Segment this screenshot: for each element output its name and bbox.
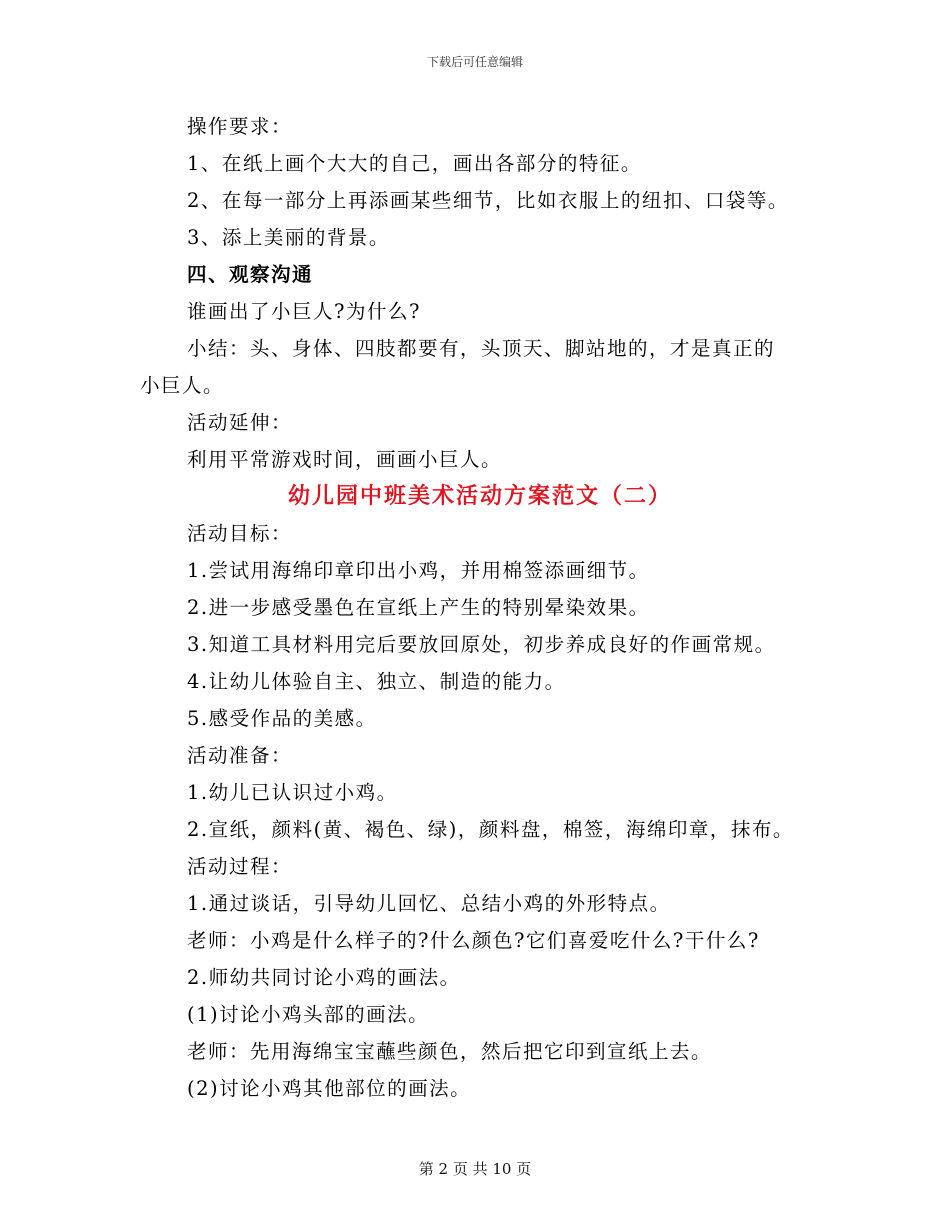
paragraph-process-2-1: (1)讨论小鸡头部的画法。 [187, 1003, 430, 1026]
heading-observe-communicate: 四、观察沟通 [187, 263, 314, 286]
paragraph-prep-2: 2.宣纸，颜料(黄、褐色、绿)，颜料盘，棉签，海绵印章，抹布。 [187, 818, 794, 841]
paragraph-step-3: 3、添上美丽的背景。 [187, 226, 390, 249]
paragraph-goal-3: 3.知道工具材料用完后要放回原处，初步养成良好的作画常规。 [187, 633, 776, 656]
paragraph-teacher-question: 老师：小鸡是什么样子的?什么颜色?它们喜爱吃什么?干什么? [187, 929, 760, 952]
paragraph-activity-extension: 活动延伸： [187, 411, 293, 434]
paragraph-goal-5: 5.感受作品的美感。 [187, 707, 377, 730]
paragraph-question: 谁画出了小巨人?为什么? [187, 300, 421, 323]
paragraph-process-2: 2.师幼共同讨论小鸡的画法。 [187, 966, 461, 989]
paragraph-summary: 小结：头、身体、四肢都要有，头顶天、脚站地的，才是真正的 [187, 337, 776, 360]
paragraph-extension-text: 利用平常游戏时间，画画小巨人。 [187, 448, 503, 471]
paragraph-process-1: 1.通过谈话，引导幼儿回忆、总结小鸡的外形特点。 [187, 892, 671, 915]
page-header: 下载后可任意编辑 [426, 55, 523, 69]
paragraph-activity-goals: 活动目标： [187, 522, 293, 545]
paragraph-step-1: 1、在纸上画个大大的自己，画出各部分的特征。 [187, 152, 642, 175]
paragraph-prep-1: 1.幼儿已认识过小鸡。 [187, 781, 398, 804]
paragraph-goal-2: 2.进一步感受墨色在宣纸上产生的特别晕染效果。 [187, 596, 650, 619]
paragraph-goal-1: 1.尝试用海绵印章印出小鸡，并用棉签添画细节。 [187, 559, 650, 582]
document-body [140, 108, 820, 1107]
paragraph-process-2-2: (2)讨论小鸡其他部位的画法。 [187, 1077, 472, 1100]
paragraph-operation-requirements: 操作要求： [187, 115, 293, 138]
paragraph-step-2: 2、在每一部分上再添画某些细节，比如衣服上的纽扣、口袋等。 [187, 189, 789, 212]
paragraph-teacher-instruction: 老师：先用海绵宝宝蘸些颜色，然后把它印到宣纸上去。 [187, 1040, 713, 1063]
paragraph-summary-continued: 小巨人。 [140, 374, 225, 397]
section-title: 幼儿园中班美术活动方案范文（二） [287, 483, 672, 509]
paragraph-activity-process: 活动过程： [187, 855, 293, 878]
paragraph-goal-4: 4.让幼儿体验自主、独立、制造的能力。 [187, 670, 566, 693]
page-footer: 第 2 页 共 10 页 [418, 1160, 532, 1178]
paragraph-activity-preparation: 活动准备： [187, 744, 293, 767]
